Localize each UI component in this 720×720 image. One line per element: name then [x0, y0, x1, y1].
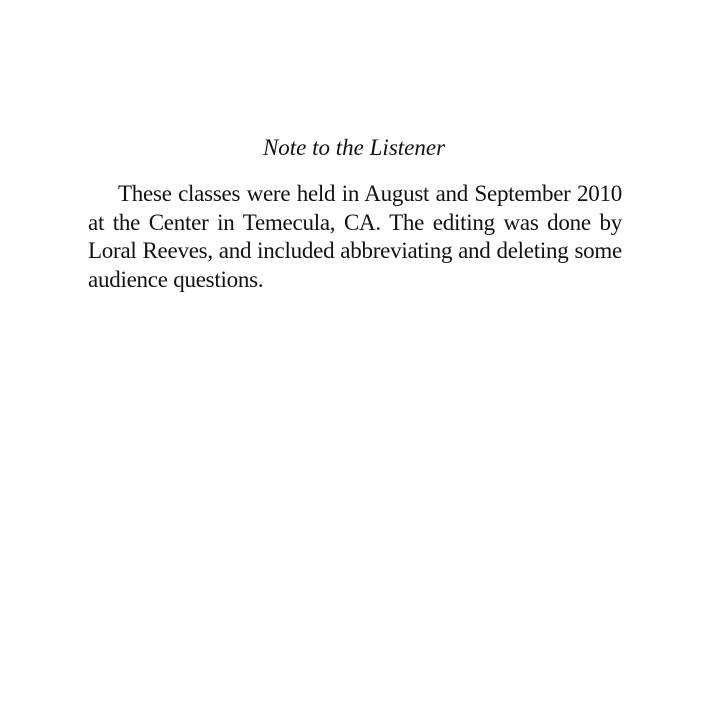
body-paragraph: These classes were held in August and September 2010 at the Center in Temecula, CA. The editing was done by Loral Reeves, and included abbreviating and deleting some audience questions. — [88, 181, 622, 292]
page-title: Note to the Listener — [262, 135, 446, 160]
